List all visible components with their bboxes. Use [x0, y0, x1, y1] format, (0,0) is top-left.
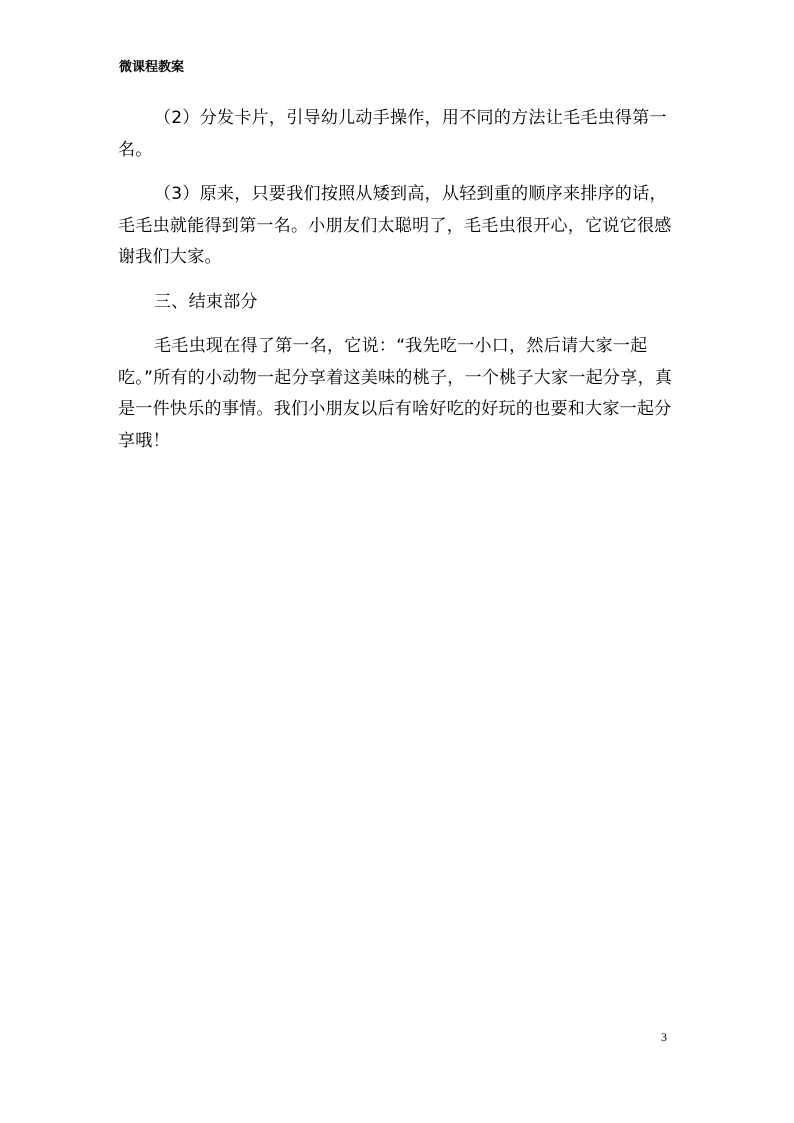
document-body — [118, 103, 674, 457]
page-number: 3 — [661, 1030, 667, 1044]
document-header-title: 微课程教案 — [119, 60, 185, 75]
paragraph-step-3: （3）原来，只要我们按照从矮到高，从轻到重的顺序来排序的话，毛毛虫就能得到第一名。小朋友们太聪明了，毛毛虫很开心，它说它很感谢我们大家。 — [118, 184, 672, 267]
section-heading-ending: 三、结束部分 — [154, 291, 258, 312]
paragraph-step-2: （2）分发卡片，引导幼儿动手操作，用不同的方法让毛毛虫得第一名。 — [118, 108, 667, 160]
paragraph-ending: 毛毛虫现在得了第一名，它说：“我先吃一小口，然后请大家一起吃。”所有的小动物一起分享着这美味的桃子，一个桃子大家一起分享，真是一件快乐的事情。我们小朋友以后有啥好吃的好玩的也要和大家一起分享哦！ — [118, 336, 673, 451]
